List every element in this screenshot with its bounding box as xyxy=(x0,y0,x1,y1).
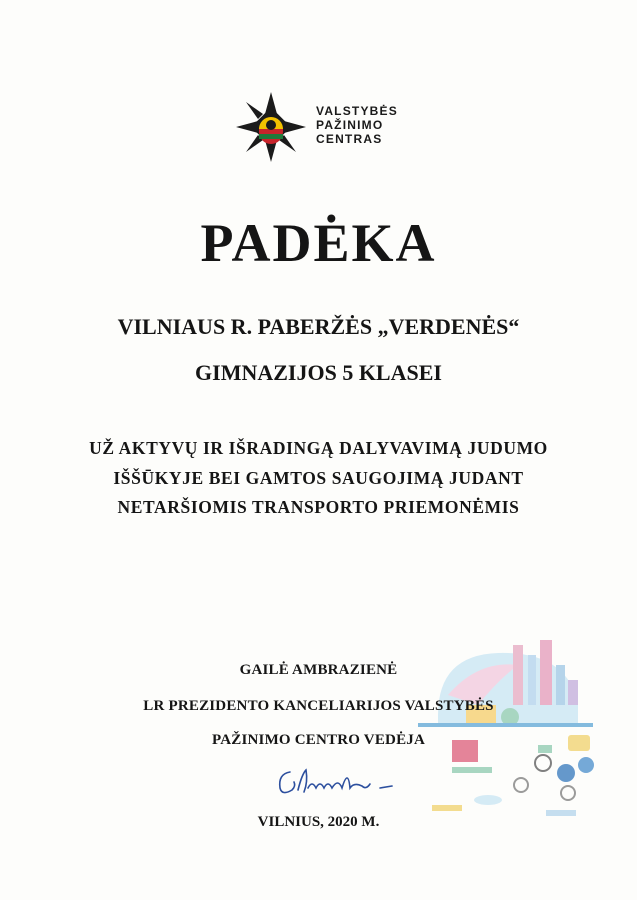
signer-role-line-2: PAŽINIMO CENTRO VEDĖJA xyxy=(211,732,426,748)
reason-line-1: UŽ AKTYVŲ IR IŠRADINGĄ DALYVAVIMĄ JUDUMO xyxy=(89,438,548,458)
reason-line-3: NETARŠIOMIS TRANSPORTO PRIEMONĖMIS xyxy=(117,497,520,517)
signer-role-line-1: LR PREZIDENTO KANCELIARIJOS VALSTYBĖS xyxy=(143,698,494,714)
signer-name: GAILĖ AMBRAZIENĖ xyxy=(239,662,398,678)
logo-text xyxy=(316,104,398,146)
organization-logo xyxy=(236,92,416,162)
recipient-line-1: VILNIAUS R. PABERŽĖS „VERDENĖS“ xyxy=(117,314,520,339)
logo-line-3: CENTRAS xyxy=(316,132,383,146)
place-and-date: VILNIUS, 2020 M. xyxy=(257,814,380,830)
recipient-line-2: GIMNAZIJOS 5 KLASEI xyxy=(195,360,442,385)
handwritten-signature xyxy=(268,760,418,800)
logo-star-icon xyxy=(236,92,306,162)
logo-line-2: PAŽINIMO xyxy=(316,118,384,132)
reason-line-2: IŠŠŪKYJE BEI GAMTOS SAUGOJIMĄ JUDANT xyxy=(113,468,524,488)
certificate-title: PADĖKA xyxy=(200,213,437,273)
logo-line-1: VALSTYBĖS xyxy=(316,104,398,118)
